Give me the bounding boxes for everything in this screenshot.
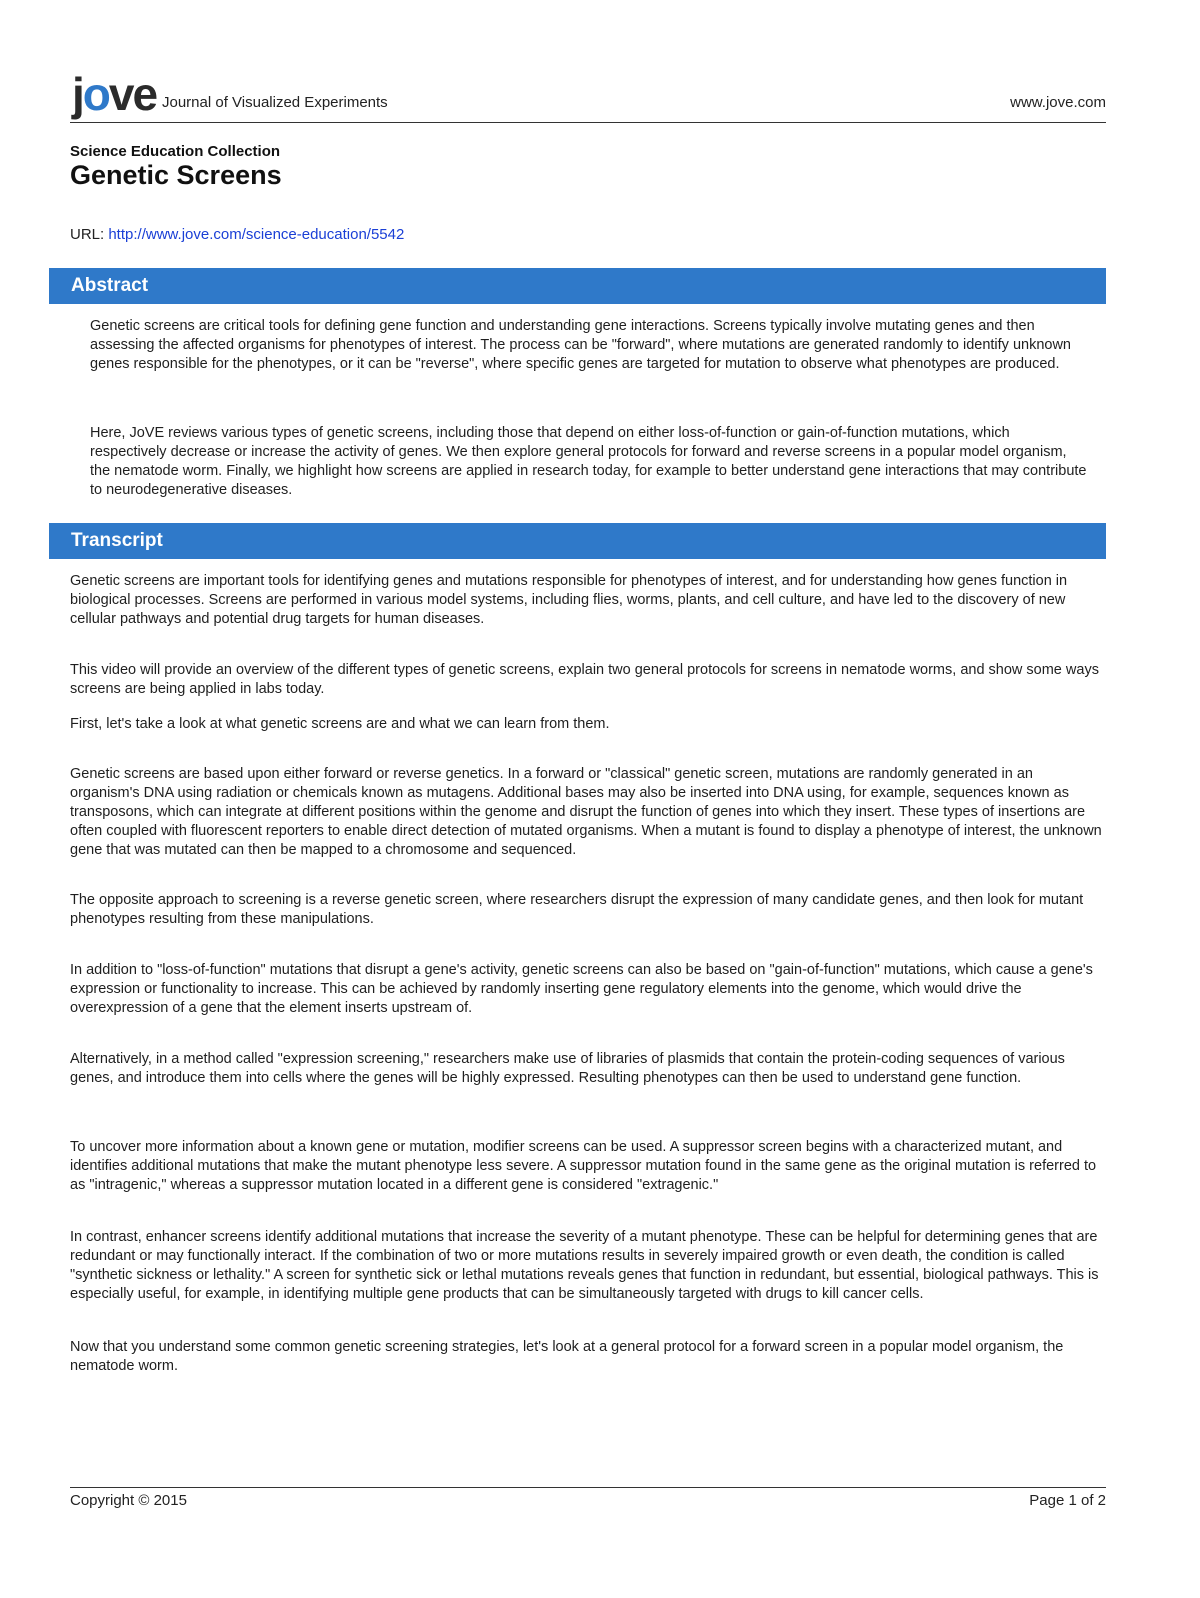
jove-logo[interactable]: [72, 68, 157, 120]
transcript-paragraph: First, let's take a look at what genetic screens are and what we can learn from them.: [70, 716, 610, 732]
copyright: Copyright © 2015: [70, 1492, 187, 1509]
abstract-paragraph: Genetic screens are critical tools for defining gene function and understanding gene interactions. Screens typically involve mutating genes and then assessing the affected organisms for phenotypes of interest. The process can be "forward", where mutations are generated randomly to identify unknown genes responsible for the phenotypes, or it can be "reverse", where specific genes are targeted for mutation to observe what phenotypes are produced.: [90, 318, 1072, 372]
page-number: Page 1 of 2: [1029, 1492, 1106, 1509]
logo-letter-o: o: [82, 68, 109, 120]
transcript-heading-bar: [49, 523, 1106, 559]
abstract-heading: Abstract: [71, 275, 149, 296]
transcript-paragraph: Now that you understand some common genetic screening strategies, let's look at a general protocol for a forward screen in a popular model organism, the nematode worm.: [70, 1339, 1064, 1374]
transcript-paragraph: In contrast, enhancer screens identify additional mutations that increase the severity of a mutant phenotype. These can be helpful for determining genes that are redundant or may functionally interact. If the combination of two or more mutations results in severely impaired growth or even death, the condition is called "synthetic sickness or lethality." A screen for synthetic sick or lethal mutations reveals genes that function in redundant, but essential, biological pathways. This is especially useful, for example, in identifying multiple gene products that can be simultaneously targeted with drugs to kill cancer cells.: [70, 1229, 1099, 1302]
transcript-paragraph: To uncover more information about a known gene or mutation, modifier screens can be used. A suppressor screen begins with a characterized mutant, and identifies additional mutations that make the mutant phenotype less severe. A suppressor mutation found in the same gene as the original mutation is referred to as "intragenic," whereas a suppressor mutation located in a different gene is considered "extragenic.": [70, 1139, 1097, 1193]
transcript-paragraph: Genetic screens are based upon either forward or reverse genetics. In a forward or "classical" genetic screen, mutations are randomly generated in an organism's DNA using radiation or chemicals known as mutagens. Additional bases may also be inserted into DNA using, for example, sequences known as transposons, which can integrate at different positions within the genome and disrupt the function of genes into which they insert. These types of insertions are often coupled with fluorescent reporters to enable direct detection of mutated organisms. When a mutant is found to display a phenotype of interest, the unknown gene that was mutated can then be mapped to a chromosome and sequenced.: [70, 766, 1102, 858]
url-line: [70, 226, 404, 243]
logo-letter-j: j: [72, 68, 83, 120]
url-label: URL:: [70, 226, 109, 243]
logo-letters-ve: ve: [108, 68, 157, 120]
transcript-paragraph: The opposite approach to screening is a reverse genetic screen, where researchers disrupt the expression of many candidate genes, and then look for mutant phenotypes resulting from these manipulations.: [70, 892, 1084, 927]
page-footer: [70, 1487, 1106, 1518]
journal-name: Journal of Visualized Experiments: [162, 94, 388, 111]
collection-label: Science Education Collection: [70, 143, 281, 160]
article-url-link[interactable]: http://www.jove.com/science-education/5542: [108, 226, 405, 243]
transcript-paragraph: Genetic screens are important tools for identifying genes and mutations responsible for phenotypes of interest, and for understanding how genes function in biological processes. Screens are performed in various model systems, including flies, worms, plants, and cell culture, and have led to the discovery of new cellular pathways and potential drug targets for human diseases.: [70, 573, 1068, 627]
transcript-heading: Transcript: [71, 530, 163, 551]
transcript-paragraph: In addition to "loss-of-function" mutations that disrupt a gene's activity, genetic screens can also be based on "gain-of-function" mutations, which cause a gene's expression or functionality to increase. This can be achieved by randomly inserting gene regulatory elements into the genome, which would drive the overexpression of a gene that the element inserts upstream of.: [70, 962, 1093, 1016]
transcript-paragraph: This video will provide an overview of the different types of genetic screens, explain two general protocols for screens in nematode worms, and show some ways screens are being applied in labs today.: [70, 662, 1099, 697]
abstract-heading-bar: [49, 268, 1106, 304]
page-title: Genetic Screens: [70, 160, 282, 190]
page-header: [70, 68, 1106, 123]
transcript-paragraph: Alternatively, in a method called "expression screening," researchers make use of libraries of plasmids that contain the protein-coding sequences of various genes, and introduce them into cells where the genes will be highly expressed. Resulting phenotypes can then be used to understand gene function.: [70, 1051, 1065, 1086]
abstract-paragraph: Here, JoVE reviews various types of genetic screens, including those that depend on either loss-of-function or gain-of-function mutations, which respectively decrease or increase the activity of genes. We then explore general protocols for forward and reverse screens in a popular model organism, the nematode worm. Finally, we highlight how screens are applied in research today, for example to better understand gene interactions that may contribute to neurodegenerative diseases.: [90, 425, 1087, 498]
site-url[interactable]: www.jove.com: [1010, 94, 1106, 111]
